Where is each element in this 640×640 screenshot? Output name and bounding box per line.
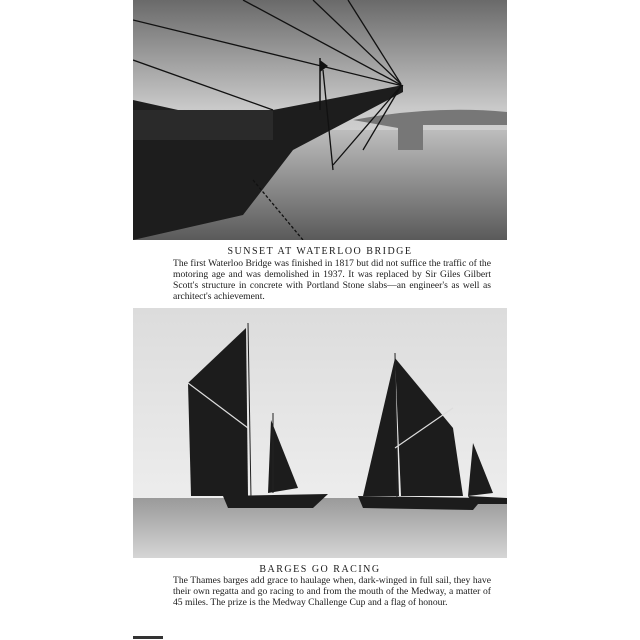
page-edge-mark bbox=[133, 636, 163, 639]
plate-2-caption: The Thames barges add grace to haulage when, dark-winged in full sail, they have their own regatta and go racing to and from the mouth of the Medway, a matter of 45 miles. The prize is the Medway Challenge Cup and a flag of honour. bbox=[173, 575, 491, 608]
plate-1-caption: The first Waterloo Bridge was finished in 1817 but did not suffice the traffic of the motoring age and was demolished in 1937. It was replaced by Sir Giles Gilbert Scott's structure in concrete with Portland Stone slabs—an engineer's as well as architect's achievement. bbox=[173, 258, 491, 302]
photo-waterloo-bridge bbox=[133, 0, 507, 240]
plate-1-title: SUNSET AT WATERLOO BRIDGE bbox=[227, 246, 413, 257]
photo-barges-racing bbox=[133, 308, 507, 558]
plate-2-title: BARGES GO RACING bbox=[259, 564, 381, 575]
